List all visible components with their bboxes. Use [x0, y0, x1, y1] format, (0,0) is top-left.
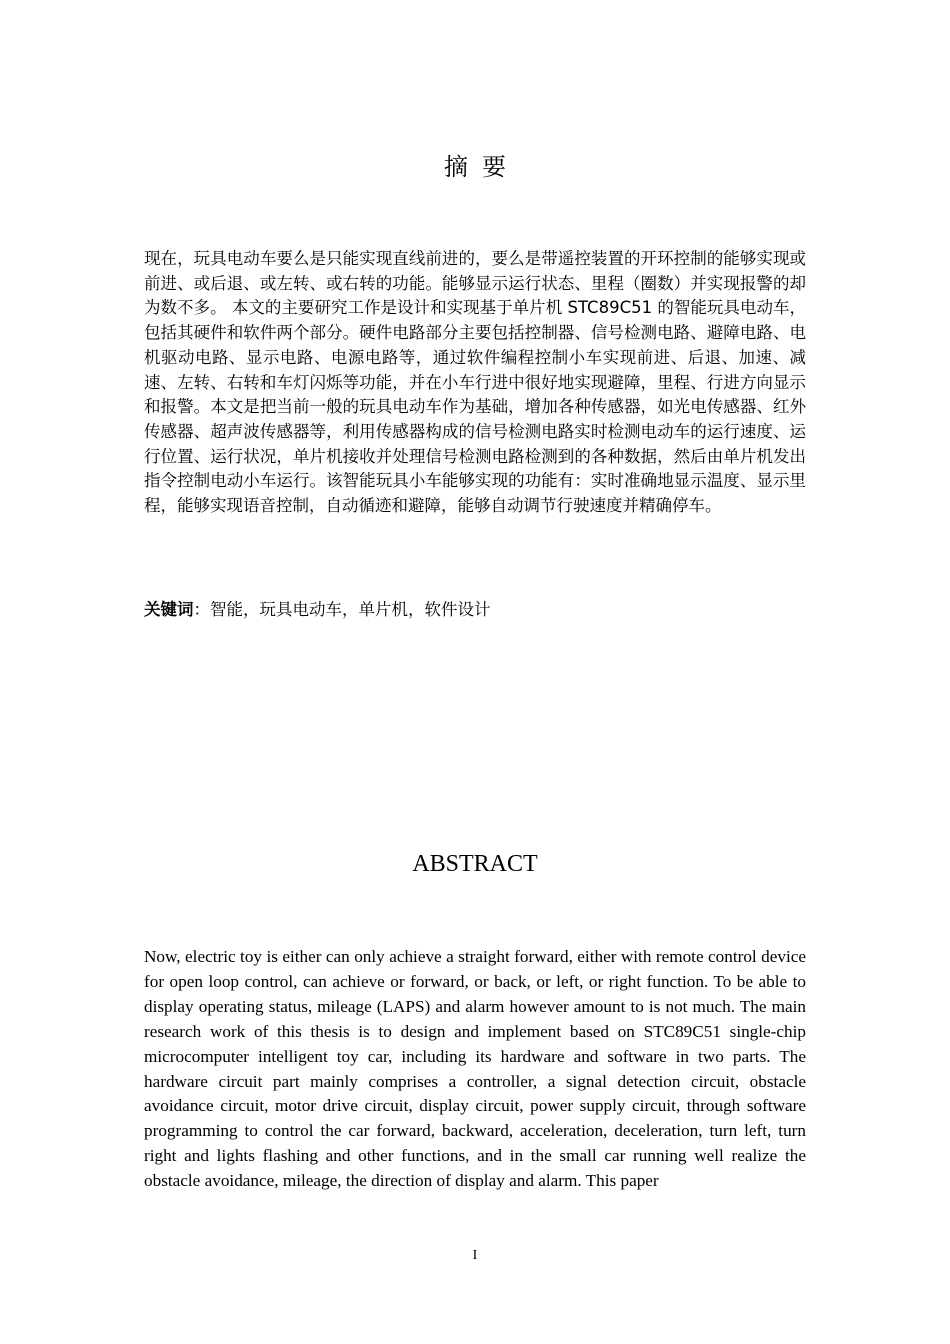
chinese-abstract-body: 现在，玩具电动车要么是只能实现直线前进的，要么是带遥控装置的开环控制的能够实现或前进、或后退、或左转、或右转的功能。能够显示运行状态、里程（圈数）并实现报警的却为数不多。 本文的主要研究工作是设计和实现基于单片机 STC89C51 的智能玩具电动车，包括其硬件和软件两个部分。硬件电路部分主要包括控制器、信号检测电路、避障电路、电机驱动电路、显示电路、电源电路等，通过软件编程控制小车实现前进、后退、加速、减速、左转、右转和车灯闪烁等功能，并在小车行进中很好地实现避障，里程、行进方向显示和报警。本文是把当前一般的玩具电动车作为基础，增加各种传感器，如光电传感器、红外传感器、超声波传感器等，利用传感器构成的信号检测电路实时检测电动车的运行速度、运行位置、运行状况，单片机接收并处理信号检测电路检测到的各种数据，然后由单片机发出指令控制电动小车运行。该智能玩具小车能够实现的功能有：实时准确地显示温度、显示里程，能够实现语音控制，自动循迹和避障，能够自动调节行驶速度并精确停车。	[144, 249, 806, 516]
page-number: I	[472, 1248, 478, 1263]
keywords-label: 关键词	[144, 600, 194, 619]
english-abstract-title: ABSTRACT	[412, 851, 538, 877]
keywords-separator: ：	[193, 600, 210, 619]
english-abstract-body: Now, electric toy is either can only achieve a straight forward, either with remote control device for open loop control, can achieve or forward, or back, or left, or right function. To be able to display operating status, mileage (LAPS) and alarm however amount to is not much. The main research work of this thesis is to design and implement based on STC89C51 single-chip microcomputer intelligent toy car, including its hardware and software in two parts. The hardware circuit part mainly comprises a controller, a signal detection circuit, obstacle avoidance circuit, motor drive circuit, display circuit, power supply circuit, through software programming to control the car forward, backward, acceleration, deceleration, turn left, turn right and lights flashing and other functions, and in the small car running well realize the obstacle avoidance, mileage, the direction of display and alarm. This paper	[144, 947, 806, 1191]
chinese-abstract-title: 摘要	[444, 153, 520, 181]
keywords-line	[144, 597, 806, 622]
keywords-text: 智能，玩具电动车，单片机，软件设计	[210, 600, 491, 619]
